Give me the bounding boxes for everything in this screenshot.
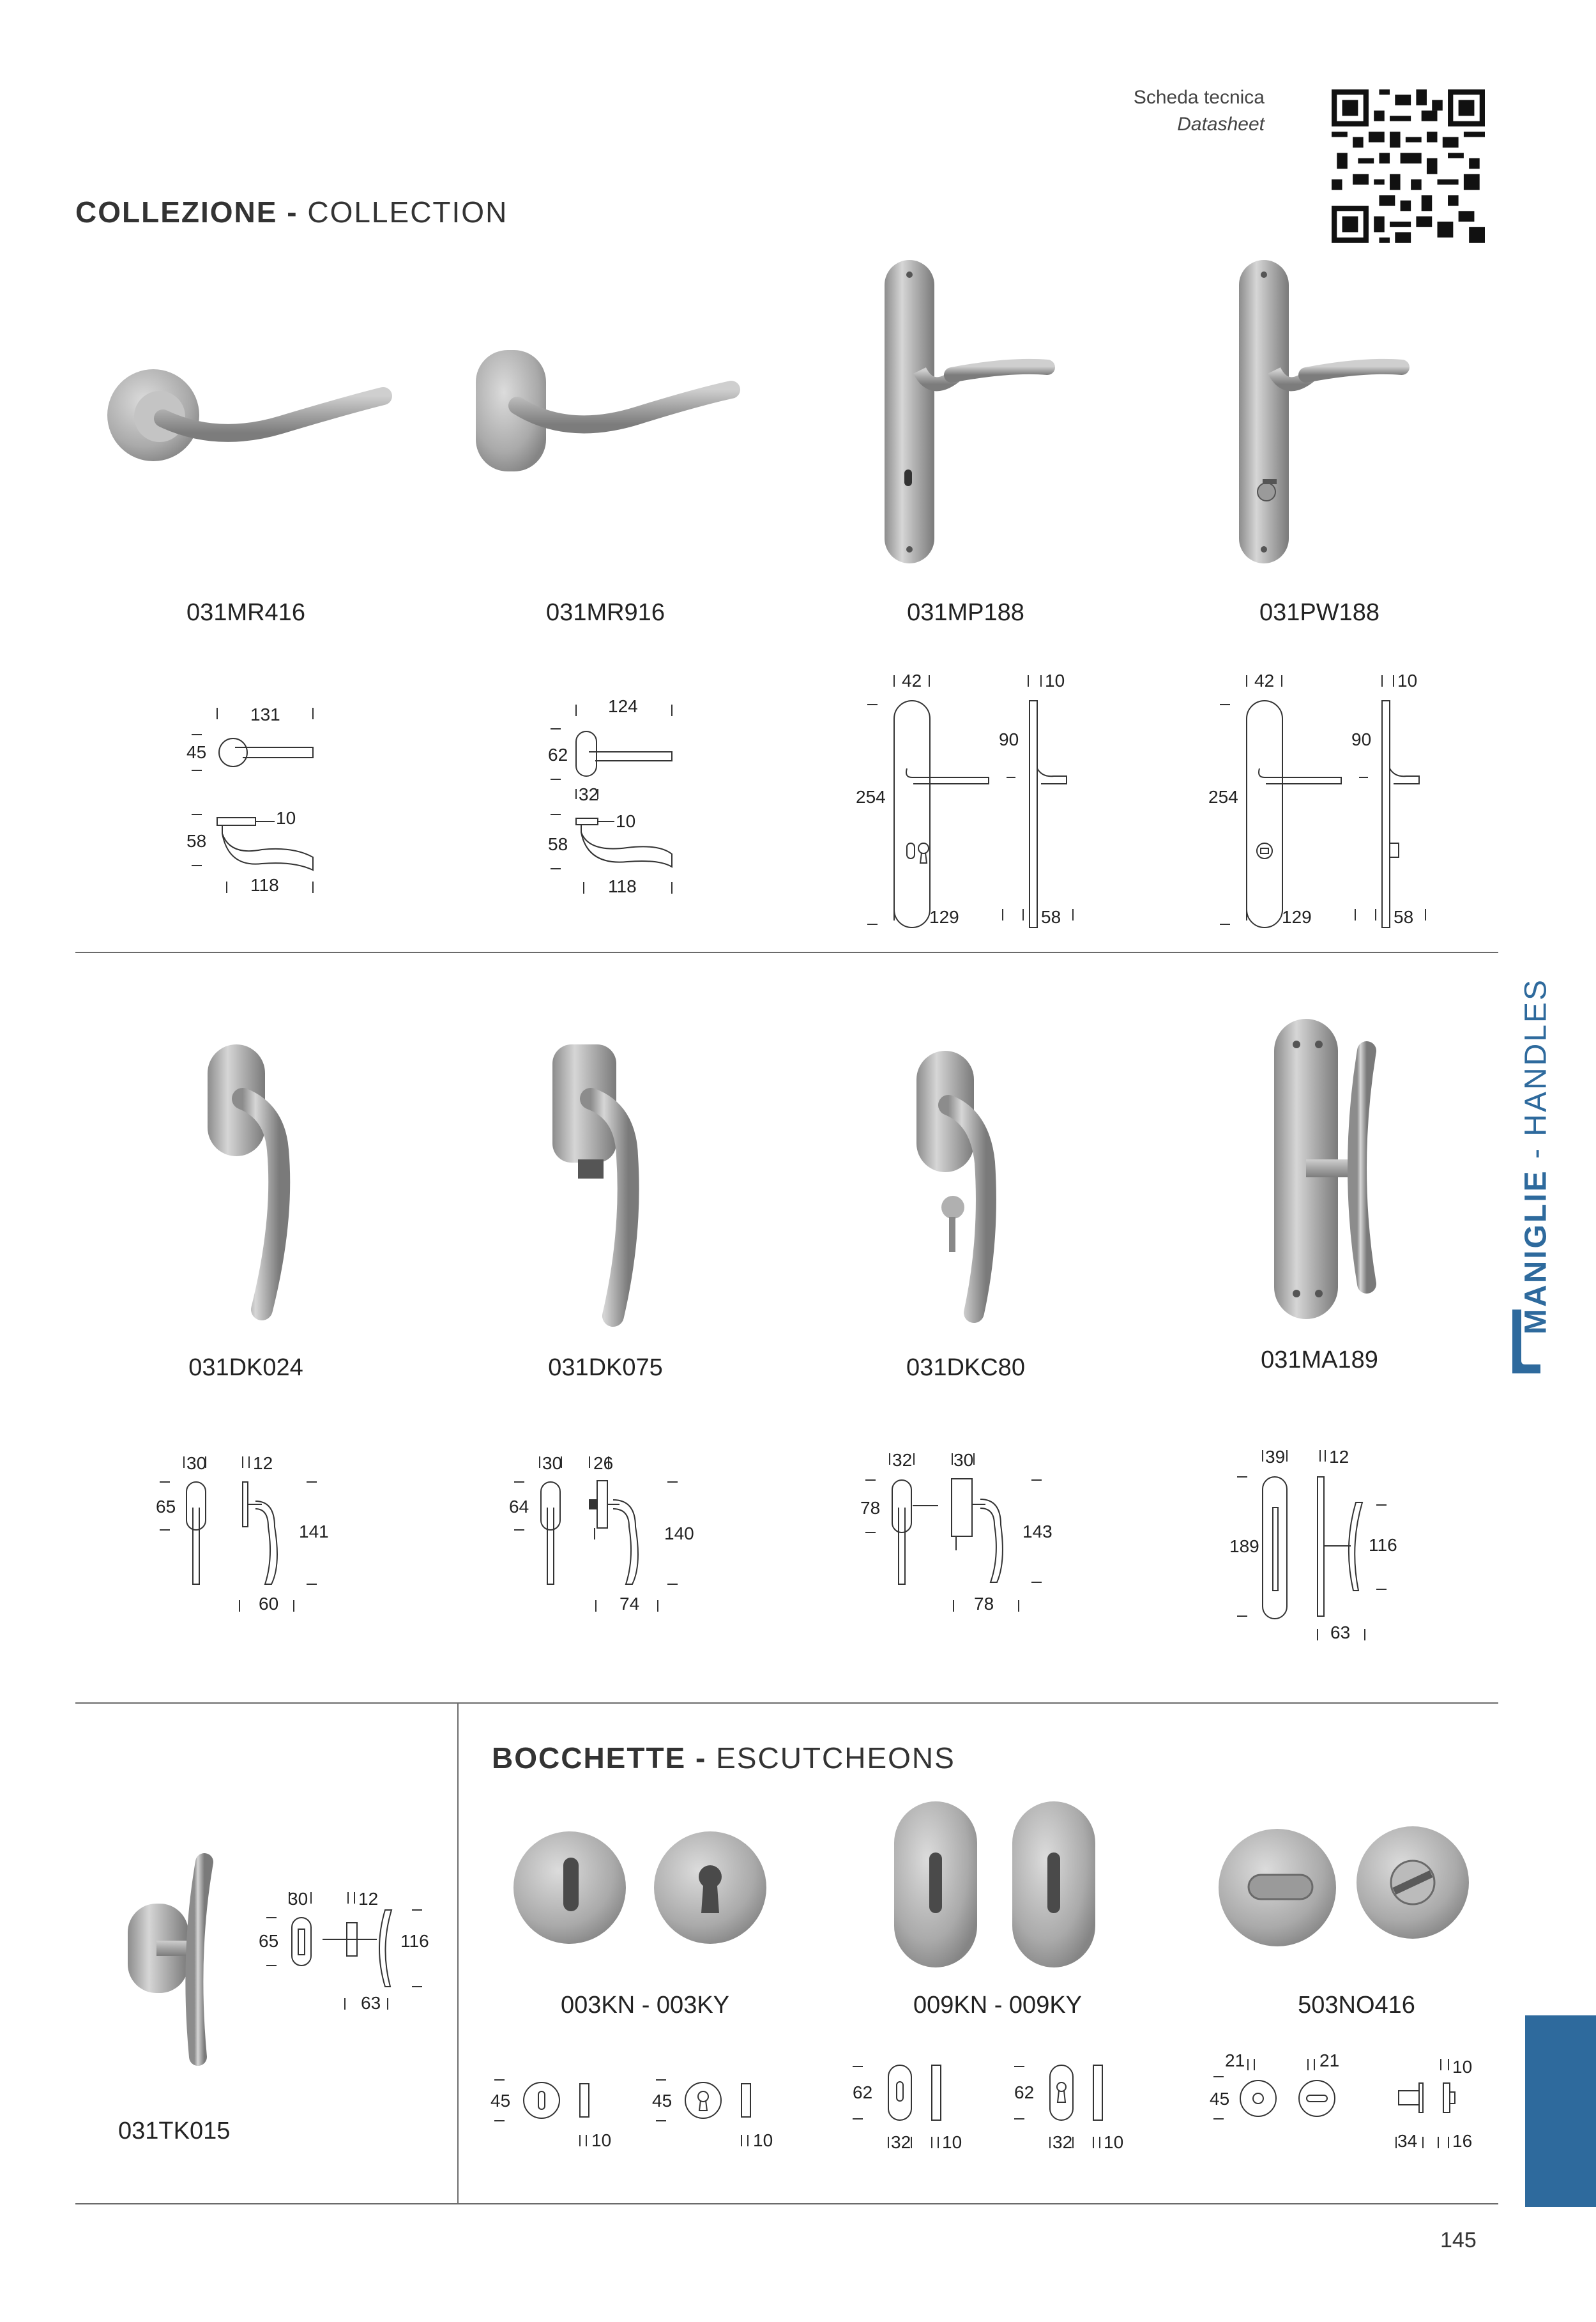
dim-pw188-58: 58 (1394, 907, 1414, 927)
drawing-tk015 (252, 1884, 444, 2038)
handle-dkc80-image (913, 1048, 1022, 1329)
collection-title-bold: COLLEZIONE (75, 195, 278, 229)
dim-dkc80-78: 78 (860, 1498, 881, 1518)
dim-003ky-10: 10 (753, 2130, 773, 2150)
dim-dkc80-32: 32 (892, 1450, 913, 1470)
escutcheons-title-light: ESCUTCHEONS (716, 1741, 955, 1775)
drawing-003ky (647, 2070, 800, 2159)
product-code-dk024: 031DK024 (188, 1354, 303, 1381)
dim-003kn-45: 45 (490, 2091, 511, 2111)
drawing-dk075 (508, 1450, 699, 1623)
dim-503-34: 34 (1397, 2131, 1418, 2151)
dim-dk075-30: 30 (542, 1453, 563, 1473)
side-label-bold: MANIGLIE (1519, 1169, 1553, 1335)
product-code-pw188: 031PW188 (1259, 599, 1379, 626)
drawing-503no416 (1207, 2041, 1501, 2162)
dim-mp188-58: 58 (1041, 907, 1061, 927)
dim-mr416-58: 58 (186, 831, 207, 851)
dim-mr916-10: 10 (616, 811, 636, 831)
dim-dk024-141: 141 (299, 1522, 329, 1541)
dim-503-10: 10 (1452, 2057, 1473, 2077)
escutcheons-title (492, 1741, 955, 1775)
escutcheon-code-503: 503NO416 (1298, 1992, 1415, 2019)
dim-ma189-39: 39 (1265, 1447, 1286, 1467)
dim-tk015-65: 65 (259, 1931, 279, 1951)
collection-title (75, 195, 508, 229)
side-label-light: HANDLES (1519, 977, 1553, 1136)
handle-logo-icon (1512, 1310, 1540, 1373)
drawing-ma189 (1223, 1444, 1415, 1648)
product-code-mr416: 031MR416 (186, 599, 305, 626)
dim-dk075-74: 74 (619, 1594, 640, 1614)
dim-ma189-116: 116 (1369, 1535, 1397, 1555)
dim-503-21a: 21 (1225, 2051, 1245, 2070)
dim-pw188-129: 129 (1282, 907, 1312, 927)
product-code-dk075: 031DK075 (548, 1354, 663, 1381)
product-code-tk015: 031TK015 (118, 2118, 231, 2144)
dim-dk024-60: 60 (259, 1594, 279, 1614)
divider-row2 (75, 1702, 1498, 1704)
escutcheon-503no416-image (1213, 1824, 1482, 1952)
side-label-sep: - (1519, 1136, 1553, 1170)
dim-mr416-131: 131 (250, 705, 280, 724)
dim-mr916-58: 58 (548, 834, 568, 854)
dim-503-45: 45 (1210, 2089, 1230, 2109)
drawing-dkc80 (859, 1447, 1070, 1626)
dim-pw188-10: 10 (1397, 671, 1418, 691)
dim-009kn-32: 32 (891, 2132, 911, 2152)
dim-mr916-32: 32 (579, 784, 599, 804)
dim-tk015-30: 30 (288, 1889, 308, 1909)
divider-vertical (457, 1702, 459, 2204)
escutcheon-003kn-ky-image (511, 1827, 779, 1948)
drawing-pw188 (1208, 668, 1451, 936)
divider-bottom (75, 2203, 1498, 2204)
dim-mp188-254: 254 (856, 787, 886, 807)
side-color-tab (1525, 2015, 1596, 2207)
handle-pw188-image (1236, 259, 1421, 565)
dim-009kn-10: 10 (942, 2132, 962, 2152)
dim-pw188-254: 254 (1208, 787, 1238, 807)
drawing-009kn (846, 2054, 1006, 2159)
dim-mp188-129: 129 (929, 907, 959, 927)
dim-dkc80-78b: 78 (974, 1594, 994, 1614)
dim-ma189-12: 12 (1329, 1447, 1349, 1467)
dim-003ky-45: 45 (652, 2091, 673, 2111)
dim-mp188-90: 90 (999, 729, 1019, 749)
handle-dk024-image (204, 1041, 319, 1322)
escutcheon-code-003: 003KN - 003KY (560, 1992, 730, 2019)
handle-mr416-image (102, 358, 396, 473)
drawing-mr416 (179, 696, 345, 901)
drawing-009ky (1008, 2054, 1167, 2159)
drawing-mp188 (856, 668, 1098, 936)
datasheet-label-en: Datasheet (1177, 114, 1265, 135)
qr-code-icon[interactable] (1332, 89, 1485, 243)
dim-mr416-118: 118 (250, 875, 279, 895)
dim-009ky-62: 62 (1014, 2082, 1035, 2102)
dim-dk075-140: 140 (664, 1524, 694, 1543)
product-code-mr916: 031MR916 (546, 599, 665, 626)
handle-tk015-image (125, 1859, 227, 2063)
dim-dk075-64: 64 (509, 1497, 529, 1516)
escutcheons-title-sep: - (686, 1741, 717, 1775)
dim-mr916-62: 62 (548, 745, 568, 765)
dim-mr916-118: 118 (608, 876, 637, 896)
product-code-ma189: 031MA189 (1261, 1347, 1378, 1373)
collection-title-sep: - (277, 195, 308, 229)
dim-mr916-124: 124 (608, 696, 638, 716)
handle-mr916-image (473, 345, 741, 473)
dim-dkc80-143: 143 (1022, 1522, 1053, 1541)
product-code-dkc80: 031DKC80 (906, 1354, 1025, 1381)
dim-503-16: 16 (1452, 2131, 1473, 2151)
drawing-mr916 (544, 693, 710, 904)
dim-003kn-10: 10 (591, 2130, 612, 2150)
dim-mp188-42: 42 (902, 671, 922, 691)
dim-tk015-63: 63 (361, 1993, 381, 2013)
dim-tk015-12: 12 (358, 1889, 379, 1909)
handle-ma189-image (1271, 1016, 1386, 1322)
dim-009ky-32: 32 (1053, 2132, 1073, 2152)
collection-title-light: COLLECTION (307, 195, 508, 229)
escutcheons-title-bold: BOCCHETTE (492, 1741, 687, 1775)
escutcheon-009kn-ky-image (891, 1798, 1108, 1971)
dim-dkc80-30: 30 (954, 1450, 974, 1470)
dim-mr416-10: 10 (276, 808, 296, 828)
datasheet-label-it: Scheda tecnica (1133, 87, 1265, 108)
handle-mp188-image (881, 259, 1067, 565)
dim-503-21b: 21 (1319, 2051, 1340, 2070)
dim-dk024-12: 12 (253, 1453, 273, 1473)
side-section-label (1519, 978, 1554, 1334)
dim-pw188-90: 90 (1351, 729, 1372, 749)
drawing-dk024 (153, 1450, 345, 1623)
dim-tk015-116: 116 (400, 1931, 429, 1951)
dim-009kn-62: 62 (853, 2082, 873, 2102)
drawing-003kn (485, 2070, 639, 2159)
dim-dk024-65: 65 (156, 1497, 176, 1516)
dim-009ky-10: 10 (1104, 2132, 1124, 2152)
dim-mp188-10: 10 (1045, 671, 1065, 691)
dim-dk075-26: 26 (593, 1453, 614, 1473)
handle-dk075-image (549, 1041, 671, 1329)
escutcheon-code-009: 009KN - 009KY (913, 1992, 1083, 2019)
page-number: 145 (1440, 2228, 1477, 2252)
product-code-mp188: 031MP188 (907, 599, 1024, 626)
divider-row1 (75, 952, 1498, 953)
dim-ma189-189: 189 (1229, 1536, 1259, 1556)
dim-dk024-30: 30 (186, 1453, 207, 1473)
dim-pw188-42: 42 (1254, 671, 1275, 691)
dim-ma189-63: 63 (1330, 1623, 1351, 1642)
dim-mr416-45: 45 (186, 742, 207, 762)
